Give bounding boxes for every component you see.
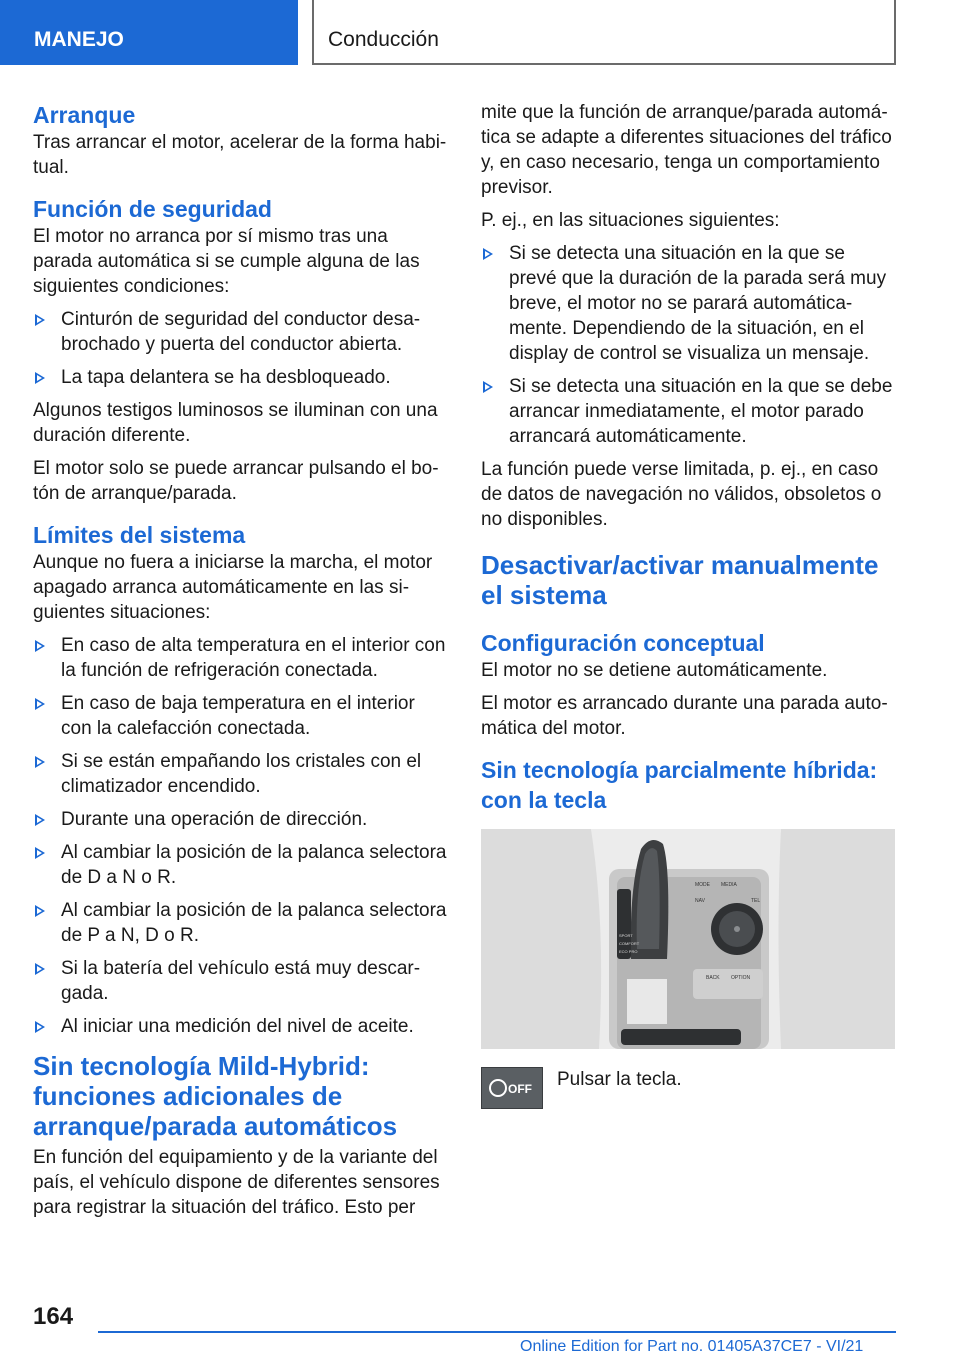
heading-arranque: Arranque	[33, 102, 136, 128]
paragraph-example-intro: P. ej., en las situaciones siguientes:	[481, 210, 780, 231]
list-item: La tapa delantera se ha desbloqueado.	[33, 365, 447, 390]
left-column	[33, 100, 447, 1228]
heading-sin-tecnologia: Sin tecnología parcialmente híbrida: con la tecla	[481, 757, 878, 813]
photo-label-nav: NAV	[695, 898, 705, 904]
paragraph-continuation: mite que la función de arranque/parada automática se adapte a diferentes situaciones del tráfico y, en caso necesario, tenga un comportamiento previsor.	[481, 102, 892, 198]
bullet-triangle-icon	[483, 248, 493, 260]
bullet-triangle-icon	[35, 640, 45, 652]
bullet-triangle-icon	[35, 314, 45, 326]
heading-seguridad: Función de seguridad	[33, 196, 272, 222]
bullet-triangle-icon	[35, 847, 45, 859]
paragraph-boton: El motor solo se puede arrancar pulsando el botón de arranque/parada.	[33, 458, 439, 504]
key-instruction-text: Pulsar la tecla.	[557, 1069, 682, 1090]
center-console-illustration	[481, 829, 895, 1049]
photo-label-option: OPTION	[731, 975, 751, 981]
photo-label-comfort: COMFORT	[619, 941, 640, 946]
paragraph-testigos: Algunos testigos luminosos se iluminan con una duración diferente.	[33, 400, 438, 446]
list-item: Si se detecta una situación en la que se prevé que la duración de la parada será muy breve, el motor no se parará automáticamente. Dependiendo de la situación, en el display de control se visualiza un mensaje.	[481, 241, 895, 366]
bullet-triangle-icon	[35, 372, 45, 384]
bullet-triangle-icon	[35, 905, 45, 917]
list-item: Cinturón de seguridad del conductor desabrochado y puerta del conductor abierta.	[33, 307, 447, 357]
section-tab: MANEJO	[0, 0, 298, 65]
heading-desactivar: Desactivar/activar manualmente el sistema	[481, 550, 879, 610]
photo-label-eco: ECO PRO	[619, 949, 638, 954]
photo-label-media: MEDIA	[721, 882, 737, 888]
footer-edition: Online Edition for Part no. 01405A37CE7 - VI/21	[520, 1338, 864, 1355]
paragraph-limites: Aunque no fuera a iniciarse la marcha, el motor apagado arranca automáticamente en las siguientes situaciones:	[33, 552, 433, 623]
list-item: Si se detecta una situación en la que se debe arrancar inmediatamente, el motor parado arrancará automáticamente.	[481, 374, 895, 449]
photo-label-tel: TEL	[751, 898, 761, 904]
paragraph-limited: La función puede verse limitada, p. ej., en caso de datos de navegación no válidos, obsoletos o no disponibles.	[481, 459, 882, 530]
heading-limites: Límites del sistema	[33, 522, 246, 548]
bullet-triangle-icon	[35, 814, 45, 826]
right-column	[481, 100, 895, 1117]
bullet-triangle-icon	[35, 963, 45, 975]
paragraph-arranque: Tras arrancar el motor, acelerar de la forma habitual.	[33, 132, 447, 178]
paragraph-seguridad: El motor no arranca por sí mismo tras una parada automática si se cumple alguna de las siguientes condiciones:	[33, 226, 420, 297]
auto-start-stop-off-icon	[481, 1067, 543, 1109]
paragraph-config-2: El motor es arrancado durante una parada automática del motor.	[481, 693, 888, 739]
bullet-triangle-icon	[483, 381, 493, 393]
bullet-triangle-icon	[35, 756, 45, 768]
list-limites	[33, 633, 447, 1039]
list-item: Al cambiar la posición de la palanca selectora de D a N o R.	[33, 840, 447, 890]
list-item: Al iniciar una medición del nivel de aceite.	[33, 1014, 447, 1039]
list-seguridad	[33, 307, 447, 390]
bullet-triangle-icon	[35, 1021, 45, 1033]
center-console-photo	[481, 829, 895, 1049]
paragraph-config-1: El motor no se detiene automáticamente.	[481, 660, 828, 681]
heading-mild-hybrid: Sin tecnología Mild-Hybrid: funciones adicionales de arranque/parada automáticos	[33, 1051, 398, 1141]
list-item: Al cambiar la posición de la palanca selectora de P a N, D o R.	[33, 898, 447, 948]
list-situaciones	[481, 241, 895, 449]
photo-label-mode: MODE	[695, 882, 710, 888]
key-instruction	[481, 1067, 895, 1117]
page-number: 164	[33, 1303, 74, 1330]
list-item: En caso de alta temperatura en el interior con la función de refrigeración conectada.	[33, 633, 447, 683]
photo-label-sport: SPORT	[619, 933, 633, 938]
list-item: Si la batería del vehículo está muy descargada.	[33, 956, 447, 1006]
list-item: En caso de baja temperatura en el interior con la calefacción conectada.	[33, 691, 447, 741]
bullet-triangle-icon	[35, 698, 45, 710]
heading-config: Configuración conceptual	[481, 630, 765, 656]
photo-label-back: BACK	[706, 975, 720, 981]
chapter-title: Conducción	[312, 0, 896, 65]
footer-divider	[98, 1331, 896, 1333]
paragraph-mild-hybrid: En función del equipamiento y de la variante del país, el vehículo dispone de diferentes sensores para registrar la situación del tráfico. Esto per	[33, 1147, 440, 1218]
list-item: Si se están empañando los cristales con el climatizador encendido.	[33, 749, 447, 799]
key-icon-label: OFF	[508, 1082, 532, 1096]
list-item: Durante una operación de dirección.	[33, 807, 447, 832]
